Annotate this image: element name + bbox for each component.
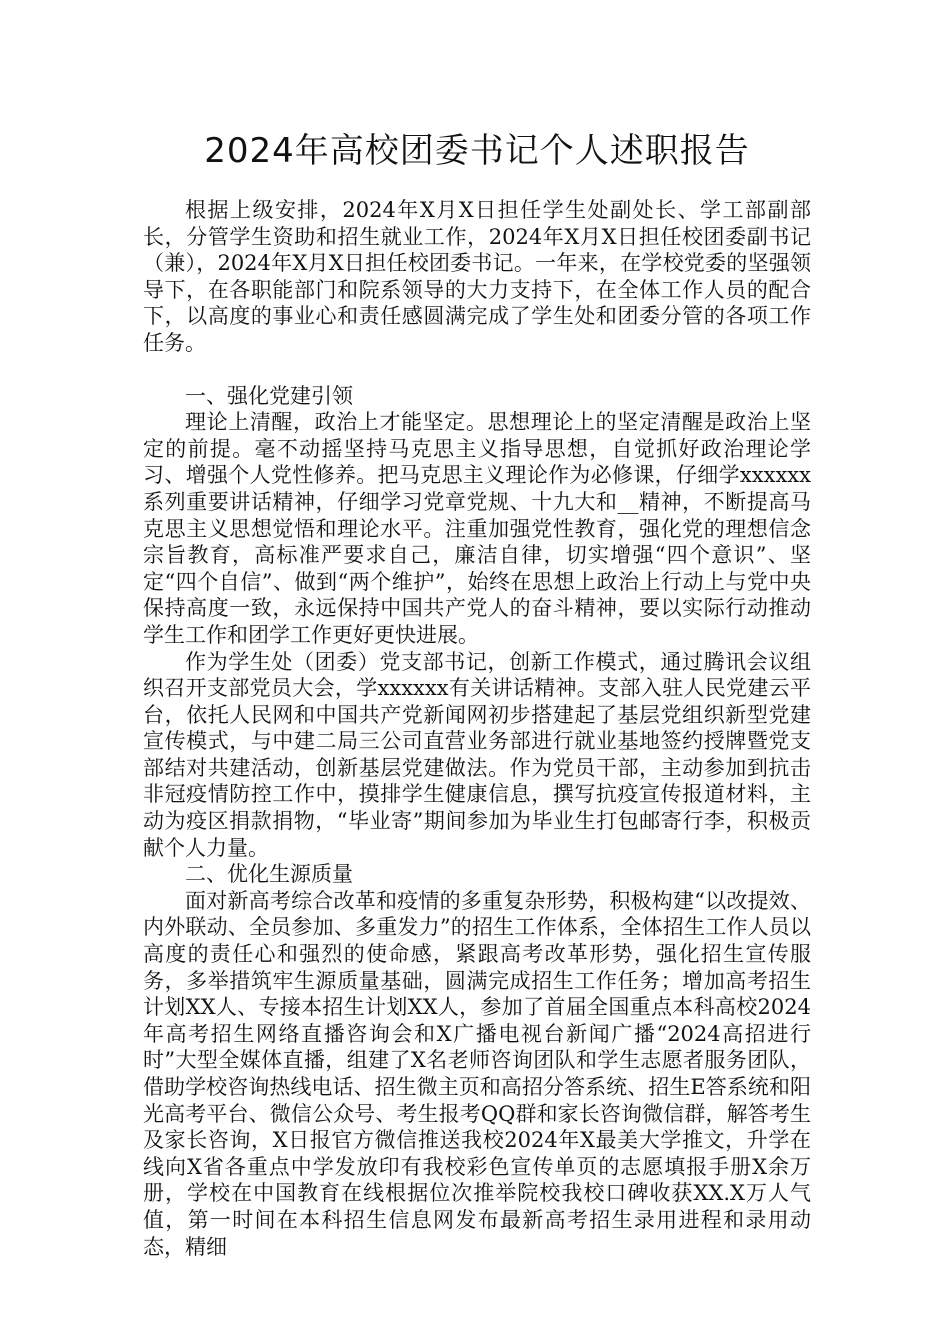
paragraph-party-branch: 作为学生处（团委）党支部书记，创新工作模式，通过腾讯会议组织召开支部党员大会，学xxxxxx有关讲话精神。支部入驻人民党建云平台，依托人民网和中国共产党新闻网初步搭建起了基层党组织新型党建宣传模式，与中建二局三公司直营业务部进行就业基地签约授牌暨党支部结对共建活动，创新基层党建做法。作为党员干部，主动参加到抗击非冠疫情防控工作中，摸排学生健康信息，撰写抗疫宣传报道材料，主动为疫区捐款捐物，“毕业寄”期间参加为毕业生打包邮寄行李，积极贡献个人力量。 — [143, 649, 811, 860]
document-body — [143, 197, 811, 1260]
paragraph-intro: 根据上级安排，2024年X月X日担任学生处副处长、学工部副部长，分管学生资助和招生就业工作，2024年X月X日担任校团委副书记（兼），2024年X月X日担任校团委书记。一年来，在学校党委的坚强领导下，在各职能部门和院系领导的大力支持下，在全体工作人员的配合下，以高度的事业心和责任感圆满完成了学生处和团委分管的各项工作任务。 — [143, 198, 811, 355]
document-title: 2024年高校团委书记个人述职报告 — [204, 131, 750, 171]
section-heading-2: 二、优化生源质量 — [185, 862, 353, 887]
paragraph-party-theory: 理论上清醒，政治上才能坚定。思想理论上的坚定清醒是政治上坚定的前提。毫不动摇坚持马克思主义指导思想，自觉抓好政治理论学习、增强个人党性修养。把马克思主义理论作为必修课，仔细学xxxxxx系列重要讲话精神，仔细学习党章党规、十九大和__精神，不断提高马克思主义思想觉悟和理论水平。注重加强党性教育，强化党的理想信念宗旨教育，高标准严要求自己，廉洁自律，切实增强“四个意识”、坚定“四个自信”、做到“两个维护”，始终在思想上政治上行动上与党中央保持高度一致，永远保持中国共产党人的奋斗精神，要以实际行动推动学生工作和团学工作更好更快进展。 — [143, 410, 811, 647]
section-heading-1: 一、强化党建引领 — [185, 383, 353, 408]
document-page — [143, 0, 811, 1344]
paragraph-enrollment: 面对新高考综合改革和疫情的多重复杂形势，积极构建“以改提效、内外联动、全员参加、多重发力”的招生工作体系，全体招生工作人员以高度的责任心和强烈的使命感，紧跟高考改革形势，强化招生宣传服务，多举措筑牢生源质量基础，圆满完成招生工作任务；增加高考招生计划XX人、专接本招生计划XX人，参加了首届全国重点本科高校2024年高考招生网络直播咨询会和X广播电视台新闻广播“2024高招进行时”大型全媒体直播，组建了X名老师咨询团队和学生志愿者服务团队，借助学校咨询热线电话、招生微主页和高招分答系统、招生E答系统和阳光高考平台、微信公众号、考生报考QQ群和家长咨询微信群，解答考生及家长咨询，X日报官方微信推送我校2024年X最美大学推文，升学在线向X省各重点中学发放印有我校彩色宣传单页的志愿填报手册X余万册，学校在中国教育在线根据位次推举院校我校口碑收获XX.X万人气值，第一时间在本科招生信息网发布最新高考招生录用进程和录用动态，精细 — [143, 888, 811, 1259]
